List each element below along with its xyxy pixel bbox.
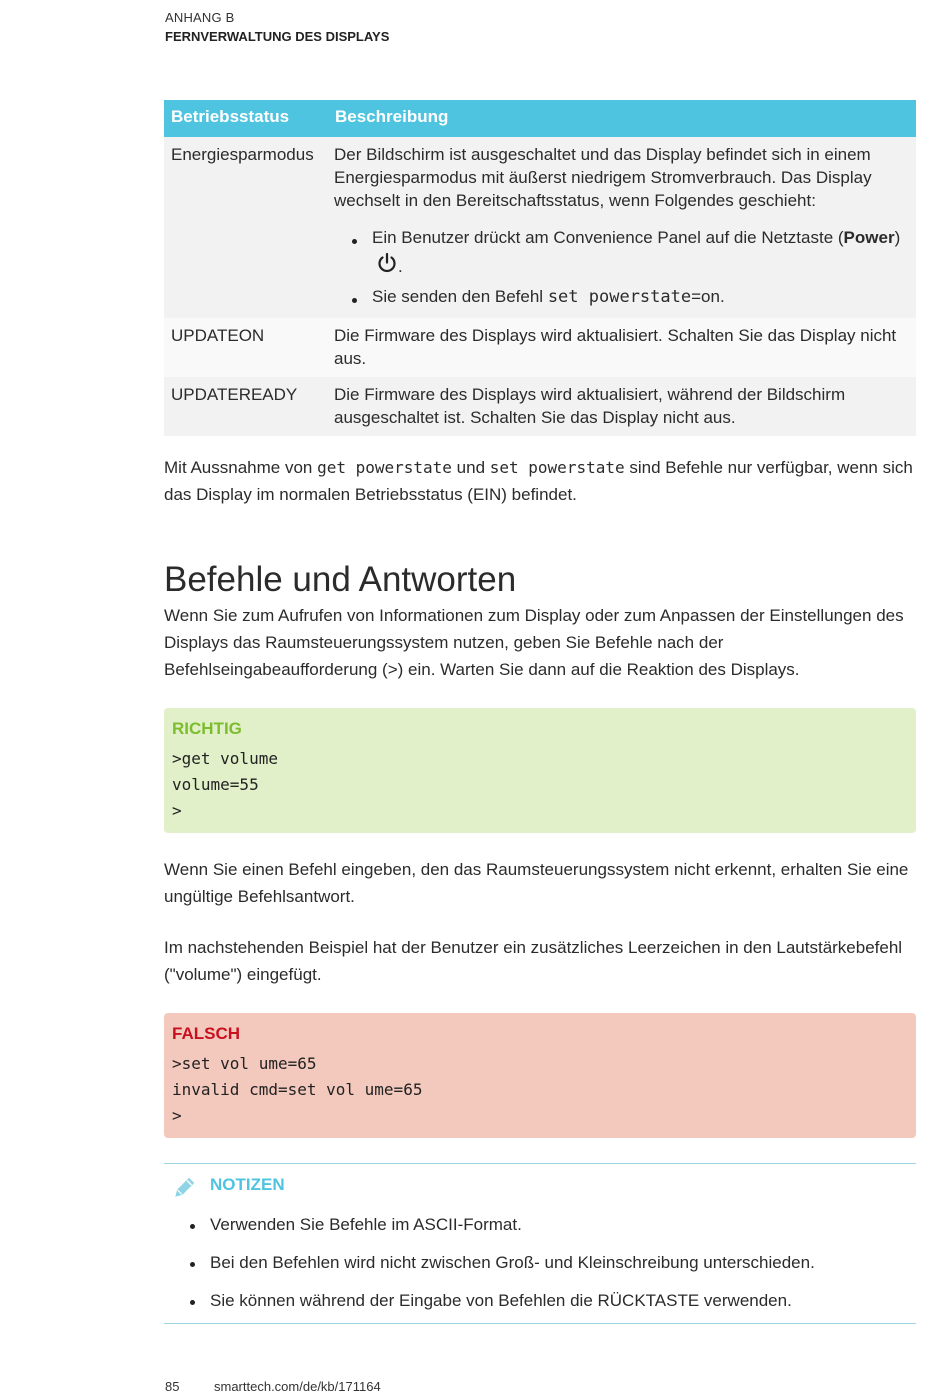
table-row bbox=[164, 137, 916, 318]
description-cell bbox=[328, 137, 916, 318]
example-paragraph: Im nachstehenden Beispiel hat der Benutzer ein zusätzliches Leerzeichen in den Lautstärkebefehl ("volume") eingefügt. bbox=[164, 938, 903, 984]
description-cell: Die Firmware des Displays wird aktualisiert, während der Bildschirm ausgeschaltet ist. Schalten Sie das Display nicht aus. bbox=[328, 377, 916, 436]
page-number: 85 bbox=[165, 1379, 180, 1394]
status-table bbox=[164, 100, 916, 436]
text-span: sind Befehle nur verfügbar, wenn sich das Display im normalen Betriebsstatus (EIN) befindet. bbox=[164, 458, 913, 504]
code-line: > bbox=[172, 1106, 182, 1125]
table-row bbox=[164, 377, 916, 436]
list-item bbox=[350, 283, 909, 311]
code-line: invalid cmd=set vol ume=65 bbox=[172, 1080, 423, 1099]
bullet-text-end: ) bbox=[894, 228, 901, 247]
wake-conditions-list bbox=[334, 224, 909, 311]
code-line: > bbox=[172, 801, 182, 820]
chapter-title: FERNVERWALTUNG DES DISPLAYS bbox=[165, 29, 390, 44]
inline-code: set powerstate bbox=[489, 458, 625, 477]
power-icon bbox=[376, 252, 398, 283]
code-line: volume=55 bbox=[172, 775, 259, 794]
bullet-text: Ein Benutzer drückt am Convenience Panel auf die Netztaste ( bbox=[372, 228, 844, 247]
list-item bbox=[350, 224, 909, 283]
description-text: Der Bildschirm ist ausgeschaltet und das Display befindet sich in einem Energiesparmodus mit äußerst niedrigem Stromverbrauch. Das Display wechselt in den Bereitschaftsstatus, wenn Folgendes geschieht: bbox=[334, 145, 872, 210]
correct-example-box bbox=[164, 708, 916, 833]
page-footer bbox=[165, 1378, 381, 1396]
list-item: Bei den Befehlen wird nicht zwischen Groß- und Kleinschreibung unterschieden. bbox=[186, 1251, 815, 1275]
status-cell: Energiesparmodus bbox=[164, 137, 328, 318]
table-row bbox=[164, 318, 916, 377]
text-span: Mit Aussnahme von bbox=[164, 458, 318, 477]
status-cell: UPDATEON bbox=[164, 318, 328, 377]
status-cell: UPDATEREADY bbox=[164, 377, 328, 436]
wrong-example-box bbox=[164, 1013, 916, 1138]
page-header bbox=[165, 9, 389, 48]
pencil-icon bbox=[172, 1174, 198, 1205]
list-item: Sie können während der Eingabe von Befehlen die RÜCKTASTE verwenden. bbox=[186, 1289, 815, 1313]
bullet-text-end: =on. bbox=[691, 287, 725, 306]
bullet-text: Sie senden den Befehl bbox=[372, 287, 548, 306]
footer-url: smarttech.com/de/kb/171164 bbox=[214, 1379, 381, 1394]
code-line: >get volume bbox=[172, 749, 278, 768]
appendix-label: ANHANG B bbox=[165, 10, 235, 25]
section-intro: Wenn Sie zum Aufrufen von Informationen zum Display oder zum Anpassen der Einstellungen des Displays das Raumsteuerungssystem nutzen, geben Sie Befehle nach der Befehlseingabeaufforderung (>) ein. Warten Sie dann auf die Reaktion des Displays. bbox=[164, 606, 904, 679]
inline-code: set powerstate bbox=[547, 287, 692, 307]
code-line: >set vol ume=65 bbox=[172, 1054, 317, 1073]
code-block bbox=[172, 1051, 908, 1129]
description-cell: Die Firmware des Displays wird aktualisiert. Schalten Sie das Display nicht aus. bbox=[328, 318, 916, 377]
text-span: und bbox=[451, 458, 490, 477]
list-item: Verwenden Sie Befehle im ASCII-Format. bbox=[186, 1213, 815, 1237]
notes-title: NOTIZEN bbox=[210, 1175, 285, 1194]
bullet-period: . bbox=[398, 257, 403, 276]
inline-code: get powerstate bbox=[317, 458, 452, 477]
availability-note bbox=[164, 454, 916, 508]
invalid-command-paragraph: Wenn Sie einen Befehl eingeben, den das Raumsteuerungssystem nicht erkennt, erhalten Sie eine ungültige Befehlsantwort. bbox=[164, 860, 909, 906]
section-title: Befehle und Antworten bbox=[164, 560, 517, 599]
correct-label: RICHTIG bbox=[172, 719, 242, 738]
column-header-description: Beschreibung bbox=[328, 100, 916, 137]
power-label: Power bbox=[843, 228, 895, 247]
notes-box bbox=[164, 1163, 916, 1324]
table-header-row bbox=[164, 100, 916, 137]
notes-list bbox=[186, 1213, 815, 1327]
code-block bbox=[172, 746, 908, 824]
wrong-label: FALSCH bbox=[172, 1024, 240, 1043]
column-header-status: Betriebsstatus bbox=[164, 100, 328, 137]
